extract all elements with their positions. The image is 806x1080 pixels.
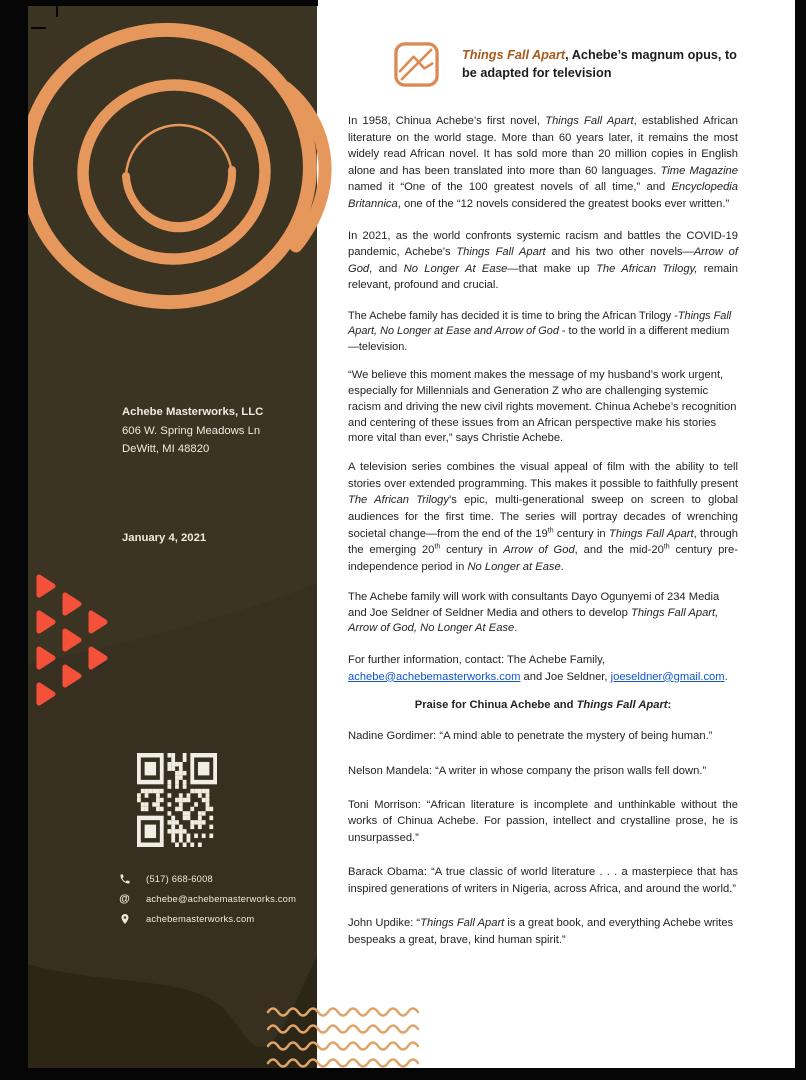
contact-list — [118, 872, 296, 932]
location-pin-icon — [118, 912, 131, 925]
paragraph-consultants: The Achebe family will work with consultants Dayo Ogunyemi of 234 Media and Joe Seldner of Seldner Media and others to develop Things Fall Apart, Arrow of God, No Longer At Ease. — [348, 591, 720, 635]
paragraph-television-series: A television series combines the visual appeal of film with the ability to tell stories over extended programming. This makes it possible to faithfully present The African Trilogy’s epic, multi-generational sweep on screen to global audiences for the first time. The series will portray decades of wrenching societal change—from the end of the 19th century in Things Fall Apart, through the emerging 20th century in Arrow of God, and the mid-20th century pre-independence period in No Longer at Ease. — [348, 461, 738, 573]
email-link[interactable]: joeseldner@gmail.com — [610, 670, 725, 683]
praise-quote-john-updike: John Updike: “Things Fall Apart is a great book, and everything Achebe writes bespeaks a great, brave, kind human spirit.” — [348, 917, 734, 946]
wave-pattern-decoration — [266, 1004, 424, 1070]
concentric-rings-motif — [28, 6, 358, 351]
paragraph-intro-1958: In 1958, Chinua Achebe’s first novel, Things Fall Apart, established African literature on the world stage. More than 60 years later, it remains the most widely read African novel. It has sold more than 20 million copies in English alone and has been translated into more than 60 languages. Time Magazine named it “One of the 100 greatest novels of all time,” and Encyclopedia Britannica, one of the “12 novels considered the greatest books ever written.” — [348, 115, 738, 210]
organization-address-line2: DeWitt, MI 48820 — [122, 443, 210, 455]
organization-block — [122, 403, 263, 459]
contact-row-phone — [118, 872, 296, 885]
email-link[interactable]: achebe@achebemasterworks.com — [348, 670, 521, 683]
praise-quote-barack-obama: Barack Obama: “A true classic of world literature . . . a masterpiece that has inspired generations of writers in Nigeria, across Africa, and around the world.” — [348, 866, 738, 895]
paragraph-2021-context: In 2021, as the world confronts systemic racism and battles the COVID-19 pandemic, Achebe’s Things Fall Apart and his two other novels—Arrow of God, and No Longer At Ease—that make up The African Trilogy, remain relevant, profound and crucial. — [348, 229, 738, 292]
paragraph-family-decision: The Achebe family has decided it is time to bring the African Trilogy -Things Fall Apart, No Longer at Ease and Arrow of God - to the world in a different medium—television. — [348, 309, 732, 353]
scan-border-left — [0, 0, 28, 1080]
scan-border-top — [0, 0, 318, 6]
at-icon: @ — [119, 892, 130, 905]
phone-icon — [118, 872, 131, 885]
press-release-body — [348, 0, 738, 966]
paragraph-christie-quote: “We believe this moment makes the message of my husband’s work urgent, especially for Millennials and Generation Z who are challenging systemic racism and driving the new civil rights movement. Chinua Achebe’s recognition and centering of these issues from an African perspective make his stories more vital than ever,” says Christie Achebe. — [348, 369, 737, 445]
scan-border-bottom — [0, 1068, 806, 1080]
phone-number: (517) 668-6008 — [146, 873, 213, 884]
website-url: achebemasterworks.com — [146, 913, 255, 924]
praise-heading: Praise for Chinua Achebe and Things Fall Apart: — [414, 699, 672, 712]
release-date: January 4, 2021 — [122, 532, 207, 544]
publisher-logo-icon — [393, 41, 440, 88]
praise-quote-toni-morrison: Toni Morrison: “African literature is incomplete and unthinkable without the works of Chinua Achebe. For passion, intellect and crystalline prose, he is unsurpassed.” — [348, 799, 738, 844]
press-release-title: Things Fall Apart, Achebe’s magnum opus, to be adapted for television — [462, 48, 737, 80]
contact-row-email — [118, 892, 296, 905]
praise-quote-nadine-gordimer: Nadine Gordimer: “A mind able to penetrate the mystery of being human.” — [348, 730, 713, 743]
organization-name: Achebe Masterworks, LLC — [122, 406, 264, 418]
organization-address-line1: 606 W. Spring Meadows Ln — [122, 424, 261, 437]
contact-row-website — [118, 912, 296, 925]
scan-border-right — [795, 0, 806, 1080]
sidebar — [28, 6, 317, 1068]
title-row — [348, 41, 738, 88]
qr-code — [137, 753, 217, 847]
contact-email: achebe@achebemasterworks.com — [146, 893, 297, 904]
paragraph-contact-info: For further information, contact: The Achebe Family, achebe@achebemasterworks.com and Joe Seldner, joeseldner@gmail.com. — [348, 654, 728, 683]
praise-quote-nelson-mandela: Nelson Mandela: “A writer in whose company the prison walls fell down.” — [348, 764, 707, 777]
scan-artifact-mark — [31, 27, 46, 29]
